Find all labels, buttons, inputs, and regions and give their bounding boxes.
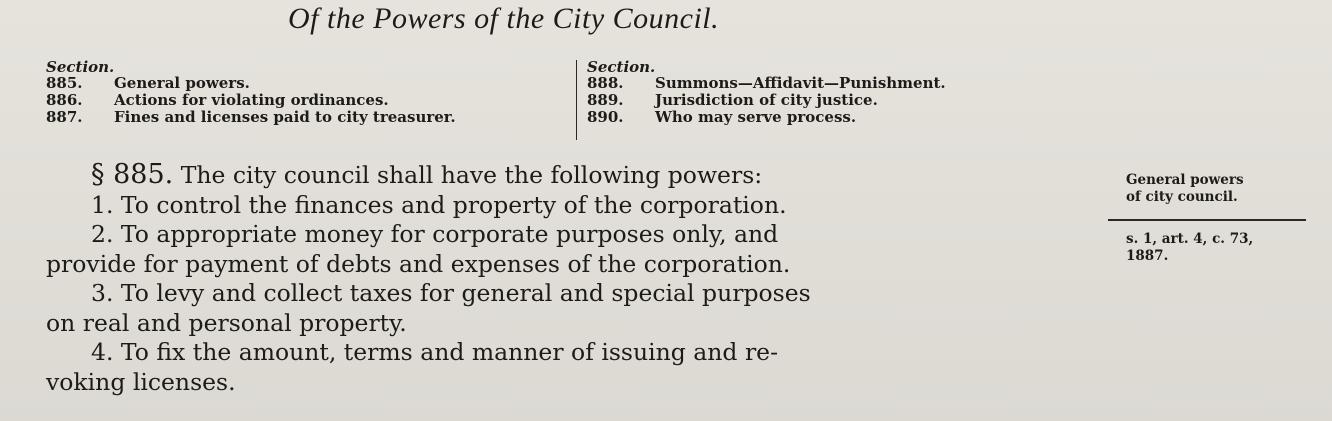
toc-item-label: General powers.: [114, 74, 250, 92]
section-number: § 885.: [91, 159, 174, 190]
margin-rule: [1108, 219, 1306, 221]
toc-heading: Section.: [46, 58, 115, 76]
margin-note-line: General powers: [1126, 172, 1244, 188]
toc-item-label: Summons—Affidavit—Punishment.: [655, 74, 946, 92]
toc-item-number: 890.: [587, 108, 624, 126]
toc-item: [46, 75, 456, 92]
toc-item-label: Actions for violating ordinances.: [114, 91, 389, 109]
power-item-1: 1. To control the finances and property of the corporation.: [91, 190, 787, 219]
power-item-3: 3. To levy and collect taxes for general and special purposes: [91, 279, 811, 307]
toc-item: [46, 92, 456, 109]
toc-item-number: 886.: [46, 91, 83, 109]
power-item-4: 4. To fix the amount, terms and manner of issuing and re-: [91, 338, 779, 366]
chapter-title: Of the Powers of the City Council.: [288, 2, 720, 35]
toc-divider: [576, 60, 577, 140]
section-intro-text: The city council shall have the following powers:: [180, 161, 763, 189]
toc-item: [587, 75, 946, 92]
section-heading-line: [46, 160, 1106, 191]
power-item-2-continuation: provide for payment of debts and expenses of the corporation.: [46, 249, 791, 278]
margin-note-line: 1887.: [1126, 248, 1169, 264]
toc-item-label: Who may serve process.: [655, 108, 857, 126]
toc-item-number: 887.: [46, 108, 83, 126]
margin-note-citation: [1126, 231, 1253, 265]
margin-note-subject: [1126, 172, 1244, 206]
margin-note-line: s. 1, art. 4, c. 73,: [1126, 231, 1254, 247]
toc-heading: Section.: [587, 58, 656, 76]
power-item-3-continuation: on real and personal property.: [46, 308, 407, 337]
toc-item-number: 885.: [46, 74, 83, 92]
toc-left-column: [46, 60, 456, 126]
toc-item-number: 888.: [587, 74, 624, 92]
toc-right-column: [587, 60, 946, 126]
toc-item-number: 889.: [587, 91, 624, 109]
toc-item-label: Fines and licenses paid to city treasurer.: [114, 108, 456, 126]
toc-item: [587, 109, 946, 126]
toc-item: [587, 92, 946, 109]
toc-item: [46, 109, 456, 126]
section-body: [46, 160, 1106, 397]
power-item-4-continuation: voking licenses.: [46, 367, 236, 396]
toc-item-label: Jurisdiction of city justice.: [655, 91, 878, 109]
margin-note-line: of city council.: [1126, 189, 1238, 205]
power-item-2: 2. To appropriate money for corporate purposes only, and: [91, 220, 779, 248]
